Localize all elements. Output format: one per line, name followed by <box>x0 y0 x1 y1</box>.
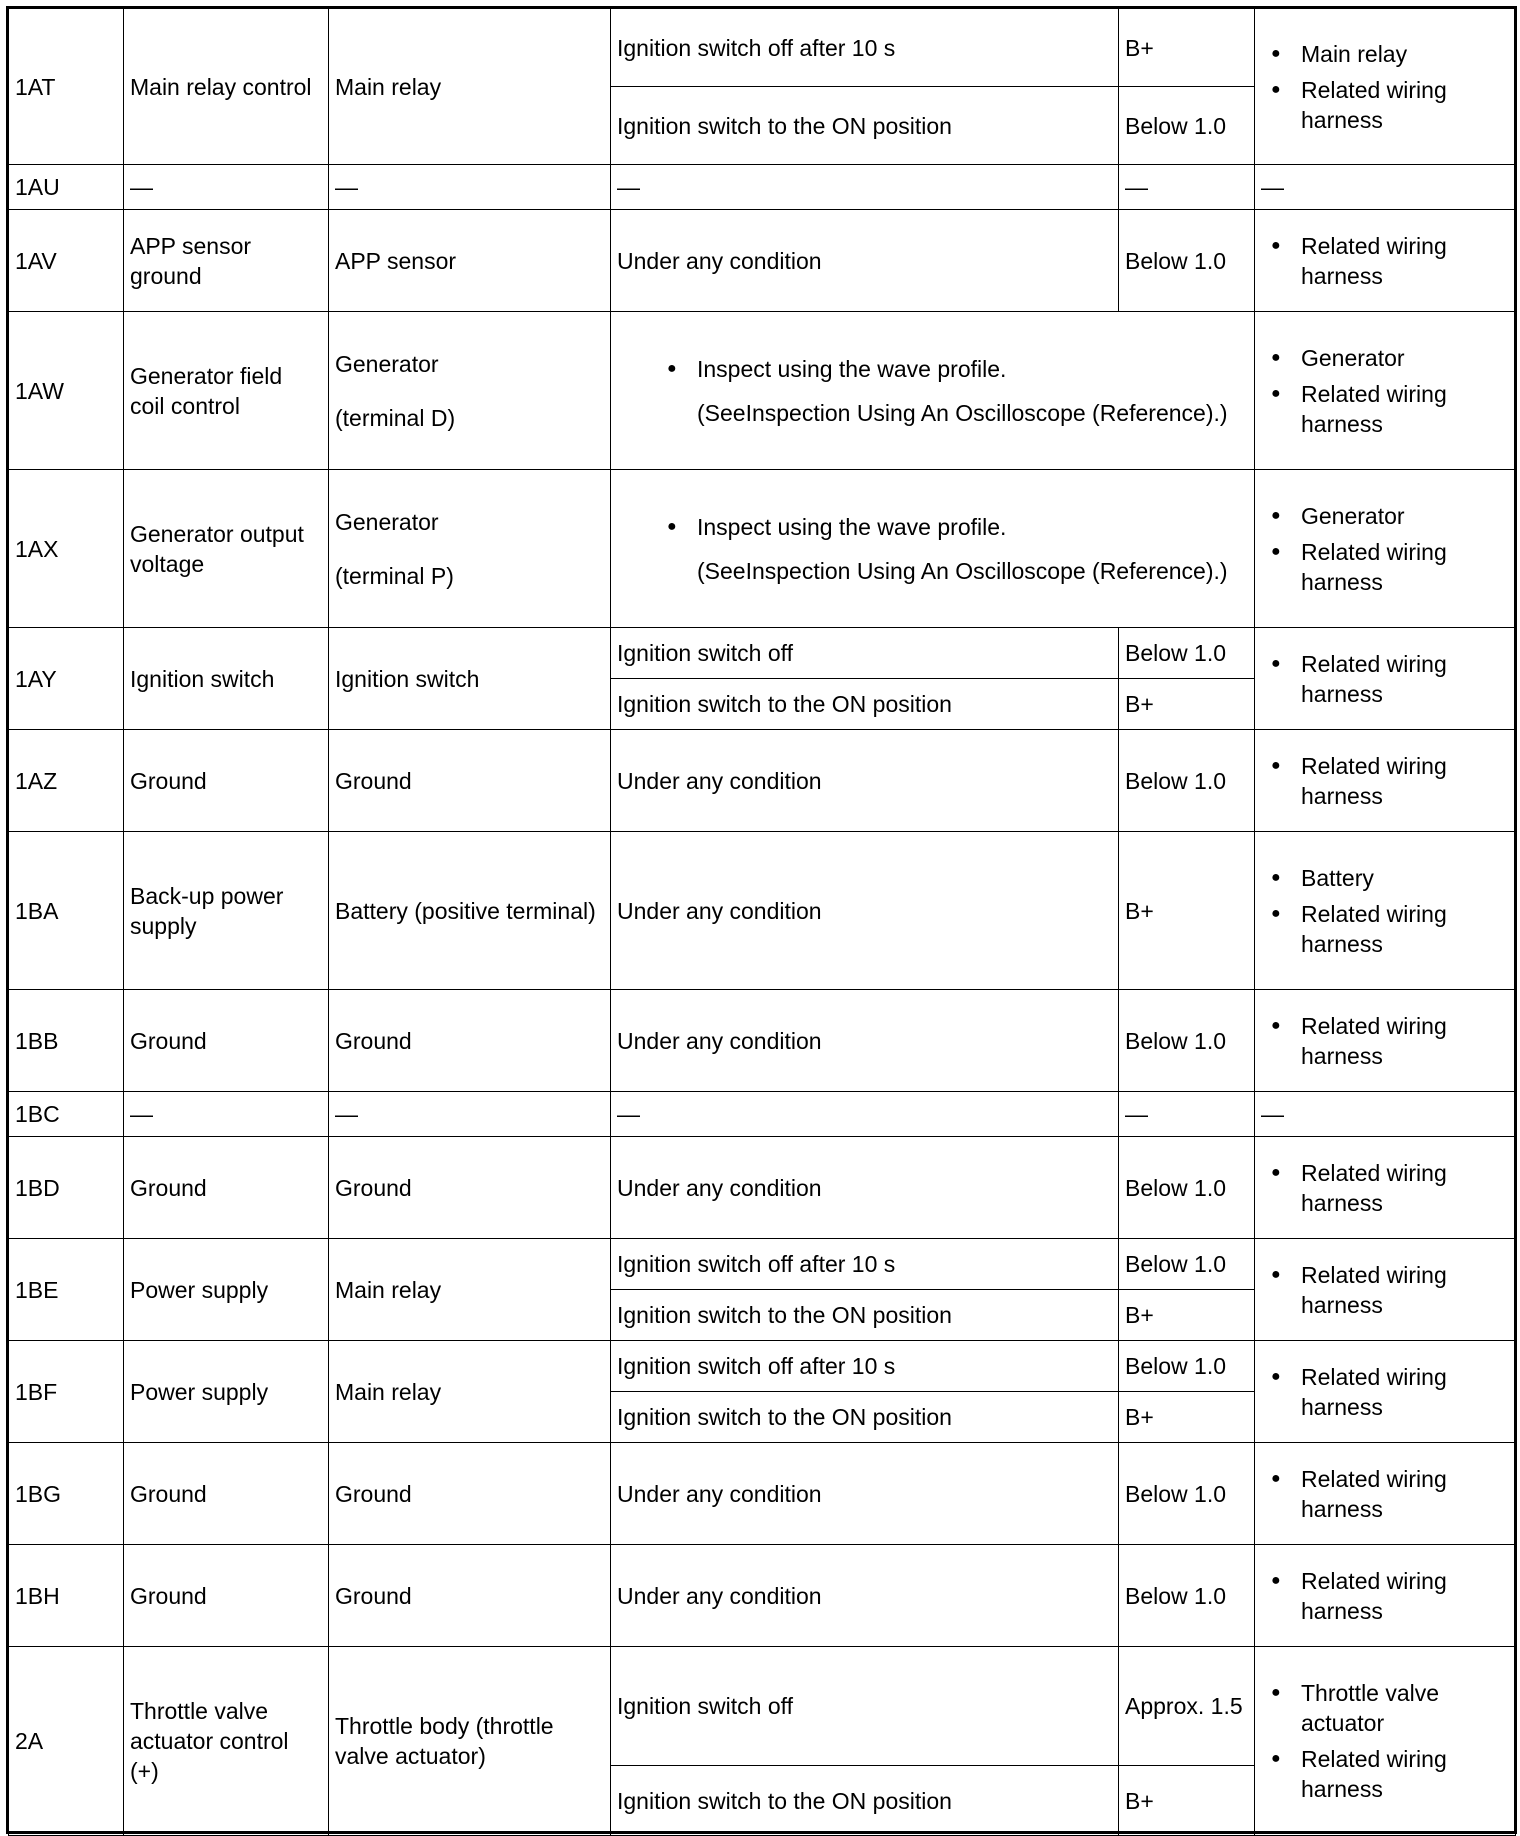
table-row <box>9 165 1516 210</box>
connected-cell: Ground <box>329 1443 611 1545</box>
table-row <box>9 1341 1516 1392</box>
condition-cell: Ignition switch to the ON position <box>611 87 1119 165</box>
remedy-item: ● Main relay <box>1301 39 1509 69</box>
signal-cell: Power supply <box>124 1341 329 1443</box>
inspection-note: ● Inspect using the wave profile. <box>697 512 1248 542</box>
table-row <box>9 312 1516 470</box>
remedy-item: ● Related wiring harness <box>1301 1464 1509 1524</box>
signal-cell: Ground <box>124 990 329 1092</box>
terminal-table <box>8 8 1516 1836</box>
remedy-cell <box>1255 1239 1516 1341</box>
remedy-item: ● Generator <box>1301 343 1509 373</box>
condition-cell: — <box>611 165 1119 210</box>
condition-cell: Under any condition <box>611 990 1119 1092</box>
terminal-cell: 1BE <box>9 1239 124 1341</box>
terminal-cell: 1BF <box>9 1341 124 1443</box>
condition-cell: Ignition switch to the ON position <box>611 1766 1119 1836</box>
table-row <box>9 210 1516 312</box>
remedy-cell <box>1255 628 1516 730</box>
value-cell: B+ <box>1119 832 1255 990</box>
remedy-cell <box>1255 832 1516 990</box>
remedy-cell <box>1255 1443 1516 1545</box>
signal-cell: Back-up power supply <box>124 832 329 990</box>
connected-line: Generator <box>335 508 439 535</box>
connected-cell: Throttle body (throttle valve actuator) <box>329 1647 611 1836</box>
terminal-cell: 1AV <box>9 210 124 312</box>
connected-cell: Battery (positive terminal) <box>329 832 611 990</box>
remedy-item: ● Related wiring harness <box>1301 1260 1509 1320</box>
connected-cell: — <box>329 165 611 210</box>
remedy-cell <box>1255 312 1516 470</box>
table-row <box>9 1545 1516 1647</box>
table-row <box>9 628 1516 679</box>
terminal-cell: 1BA <box>9 832 124 990</box>
connected-cell <box>329 312 611 470</box>
remedy-item: ● Related wiring harness <box>1301 899 1509 959</box>
value-cell: B+ <box>1119 1766 1255 1836</box>
connected-cell: Main relay <box>329 9 611 165</box>
terminal-cell: 2A <box>9 1647 124 1836</box>
remedy-cell <box>1255 1545 1516 1647</box>
value-cell: Below 1.0 <box>1119 87 1255 165</box>
signal-cell: Throttle valve actuator control (+) <box>124 1647 329 1836</box>
remedy-item: ● Related wiring harness <box>1301 1011 1509 1071</box>
value-cell: B+ <box>1119 9 1255 87</box>
condition-cell: Ignition switch off after 10 s <box>611 1341 1119 1392</box>
condition-cell: Ignition switch off <box>611 628 1119 679</box>
inspection-note: ● Inspect using the wave profile. <box>697 354 1248 384</box>
remedy-cell: — <box>1255 1092 1516 1137</box>
table-row <box>9 1239 1516 1290</box>
condition-cell: — <box>611 1092 1119 1137</box>
signal-cell: Main relay control <box>124 9 329 165</box>
connected-cell: Main relay <box>329 1239 611 1341</box>
condition-cell: Under any condition <box>611 1137 1119 1239</box>
connected-cell: Ground <box>329 730 611 832</box>
value-cell: B+ <box>1119 1392 1255 1443</box>
remedy-cell <box>1255 210 1516 312</box>
signal-cell: Ground <box>124 1443 329 1545</box>
remedy-item: ● Related wiring harness <box>1301 751 1509 811</box>
signal-cell: APP sensor ground <box>124 210 329 312</box>
connected-cell: Ground <box>329 990 611 1092</box>
signal-cell: Ignition switch <box>124 628 329 730</box>
condition-cell: Ignition switch off after 10 s <box>611 9 1119 87</box>
remedy-cell <box>1255 990 1516 1092</box>
remedy-item: ● Related wiring harness <box>1301 649 1509 709</box>
terminal-cell: 1BG <box>9 1443 124 1545</box>
terminal-cell: 1BC <box>9 1092 124 1137</box>
reference-note: (SeeInspection Using An Oscilloscope (Reference).) <box>697 557 1228 584</box>
terminal-cell: 1AW <box>9 312 124 470</box>
condition-cell: Ignition switch off after 10 s <box>611 1239 1119 1290</box>
connected-cell: Ground <box>329 1137 611 1239</box>
inspection-cell <box>611 470 1255 628</box>
value-cell: Below 1.0 <box>1119 628 1255 679</box>
remedy-item: ● Related wiring harness <box>1301 1566 1509 1626</box>
table-row <box>9 832 1516 990</box>
terminal-cell: 1AT <box>9 9 124 165</box>
signal-cell: Ground <box>124 1137 329 1239</box>
connected-cell: Main relay <box>329 1341 611 1443</box>
value-cell: Below 1.0 <box>1119 1545 1255 1647</box>
table-row <box>9 990 1516 1092</box>
connected-line: Generator <box>335 350 439 377</box>
connected-line: (terminal P) <box>335 562 454 589</box>
connected-line: (terminal D) <box>335 404 456 431</box>
value-cell: B+ <box>1119 1290 1255 1341</box>
signal-cell: — <box>124 1092 329 1137</box>
terminal-cell: 1BH <box>9 1545 124 1647</box>
condition-cell: Ignition switch to the ON position <box>611 1392 1119 1443</box>
reference-note: (SeeInspection Using An Oscilloscope (Reference).) <box>697 399 1228 426</box>
table-row <box>9 470 1516 628</box>
signal-cell: Ground <box>124 730 329 832</box>
value-cell: — <box>1119 165 1255 210</box>
table-row <box>9 1647 1516 1766</box>
value-cell: B+ <box>1119 679 1255 730</box>
remedy-cell <box>1255 470 1516 628</box>
condition-cell: Under any condition <box>611 730 1119 832</box>
connected-cell: Ignition switch <box>329 628 611 730</box>
condition-cell: Ignition switch off <box>611 1647 1119 1766</box>
remedy-item: ● Related wiring harness <box>1301 1158 1509 1218</box>
remedy-cell <box>1255 1137 1516 1239</box>
value-cell: Approx. 1.5 <box>1119 1647 1255 1766</box>
value-cell: — <box>1119 1092 1255 1137</box>
terminal-cell: 1AY <box>9 628 124 730</box>
remedy-item: ● Related wiring harness <box>1301 379 1509 439</box>
condition-cell: Under any condition <box>611 210 1119 312</box>
remedy-cell <box>1255 1647 1516 1836</box>
condition-cell: Ignition switch to the ON position <box>611 1290 1119 1341</box>
remedy-item: ● Related wiring harness <box>1301 1362 1509 1422</box>
remedy-cell <box>1255 9 1516 165</box>
remedy-cell <box>1255 730 1516 832</box>
table-row <box>9 1092 1516 1137</box>
remedy-item: ● Battery <box>1301 863 1509 893</box>
value-cell: Below 1.0 <box>1119 730 1255 832</box>
remedy-item: ● Generator <box>1301 501 1509 531</box>
value-cell: Below 1.0 <box>1119 1239 1255 1290</box>
signal-cell: Ground <box>124 1545 329 1647</box>
remedy-item: ● Related wiring harness <box>1301 75 1509 135</box>
remedy-item: ● Throttle valve actuator <box>1301 1678 1509 1738</box>
inspection-cell <box>611 312 1255 470</box>
terminal-cell: 1AZ <box>9 730 124 832</box>
table-row <box>9 9 1516 87</box>
value-cell: Below 1.0 <box>1119 1443 1255 1545</box>
condition-cell: Under any condition <box>611 1545 1119 1647</box>
value-cell: Below 1.0 <box>1119 1137 1255 1239</box>
value-cell: Below 1.0 <box>1119 990 1255 1092</box>
terminal-cell: 1BB <box>9 990 124 1092</box>
terminal-cell: 1AU <box>9 165 124 210</box>
signal-cell: — <box>124 165 329 210</box>
value-cell: Below 1.0 <box>1119 1341 1255 1392</box>
connected-cell: Ground <box>329 1545 611 1647</box>
signal-cell: Power supply <box>124 1239 329 1341</box>
connected-cell <box>329 470 611 628</box>
remedy-cell <box>1255 1341 1516 1443</box>
condition-cell: Under any condition <box>611 1443 1119 1545</box>
remedy-cell: — <box>1255 165 1516 210</box>
value-cell: Below 1.0 <box>1119 210 1255 312</box>
remedy-item: ● Related wiring harness <box>1301 537 1509 597</box>
terminal-cell: 1BD <box>9 1137 124 1239</box>
connected-cell: — <box>329 1092 611 1137</box>
signal-cell: Generator output voltage <box>124 470 329 628</box>
signal-cell: Generator field coil control <box>124 312 329 470</box>
condition-cell: Ignition switch to the ON position <box>611 679 1119 730</box>
remedy-item: ● Related wiring harness <box>1301 1744 1509 1804</box>
remedy-item: ● Related wiring harness <box>1301 231 1509 291</box>
table-row <box>9 1137 1516 1239</box>
terminal-cell: 1AX <box>9 470 124 628</box>
condition-cell: Under any condition <box>611 832 1119 990</box>
table-row <box>9 730 1516 832</box>
table-row <box>9 1443 1516 1545</box>
connected-cell: APP sensor <box>329 210 611 312</box>
